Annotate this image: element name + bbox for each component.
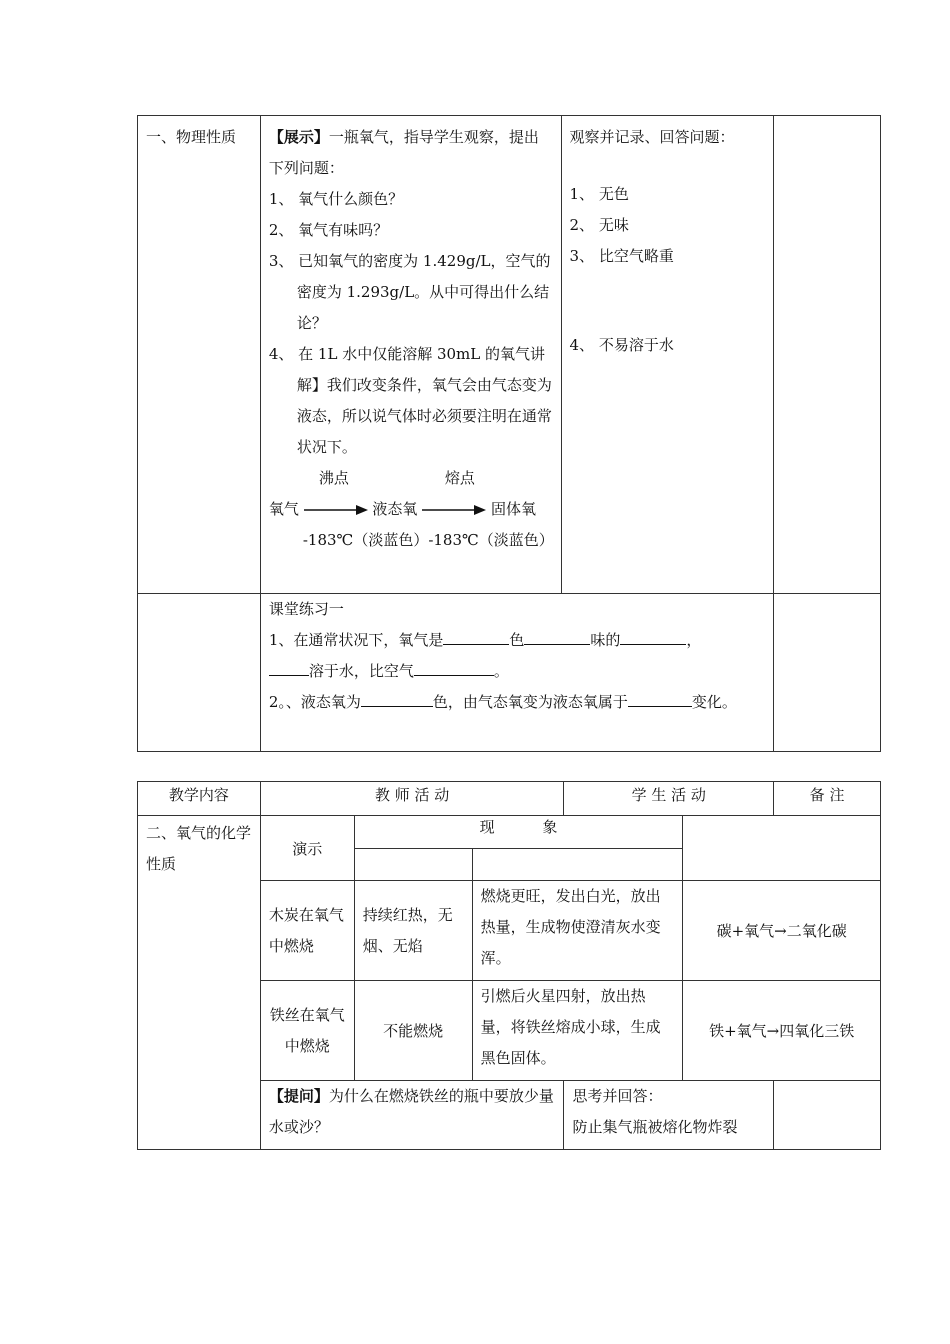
- exercise-1-line-2: 溶于水，比空气 。: [269, 656, 765, 687]
- equation-header-cell: [683, 816, 881, 881]
- question-3: 3、 已知氧气的密度为 1.429g/L，空气的密度为 1.293g/L。从中可得出什么结论？: [268, 252, 551, 332]
- phenomenon-sub-2: [472, 849, 683, 881]
- student-intro: 观察并记录、回答问题：: [569, 128, 735, 146]
- arrow-right-icon: [422, 504, 486, 516]
- blank-field[interactable]: [524, 626, 590, 645]
- phase-change-diagram: [269, 494, 553, 525]
- section1-student-cell: [561, 116, 774, 594]
- temperature-notes: -183℃（淡蓝色）-183℃（淡蓝色）: [302, 531, 554, 549]
- section2-label-cell: [138, 816, 261, 1150]
- header-teacher: 教 师 活 动: [260, 782, 564, 816]
- question-cell: 【提问】为什么在燃烧铁丝的瓶中要放少量水或沙？: [260, 1081, 564, 1150]
- section1-label: 一、物理性质: [146, 128, 237, 146]
- question-4: 4、 在 1L 水中仅能溶解 30mL 的氧气讲解】我们改变条件，氧气会由气态变为液态，所以说气体时必须要注明在通常状况下。: [268, 345, 552, 456]
- exercise-2: 2。、液态氧为 色，由气态氧变为液态氧属于 变化。: [269, 687, 765, 718]
- detail-iron: 引燃后火星四射，放出热量，将铁丝熔成小球，生成黑色固体。: [472, 981, 683, 1081]
- demo-header: 演示: [260, 816, 354, 881]
- physical-properties-table: [137, 115, 881, 752]
- phenomenon-header: 现 象: [354, 816, 683, 849]
- section2-label: 二、氧气的化学性质: [146, 824, 252, 873]
- section1-notes-cell: [774, 116, 881, 594]
- exercise-cell: [260, 594, 773, 752]
- boiling-label: 沸点: [318, 469, 349, 487]
- brief-iron: 不能燃烧: [354, 981, 472, 1081]
- header-content: 教学内容: [138, 782, 261, 816]
- section1-label-cell: [138, 116, 261, 594]
- answer-3: 3、 比空气略重: [569, 247, 674, 265]
- teacher-intro: 【展示】一瓶氧气，指导学生观察，提出下列问题：: [268, 128, 539, 177]
- answer-cell: 思考并回答： 防止集气瓶被熔化物炸裂: [564, 1081, 774, 1150]
- section1-teacher-cell: [260, 116, 561, 594]
- blank-field[interactable]: [414, 657, 494, 676]
- exercise-notes-cell: [774, 594, 881, 752]
- phenomenon-sub-1: [354, 849, 472, 881]
- answer-2: 2、 无味: [569, 216, 629, 234]
- phase-labels: [269, 463, 553, 494]
- oxygen-gas-label: 氧气: [268, 500, 299, 518]
- equation-iron: 铁+氧气→四氧化三铁: [683, 981, 881, 1081]
- blank-field[interactable]: [269, 657, 309, 676]
- solid-oxygen-label: 固体氧: [491, 500, 537, 518]
- answer-1: 1、 无色: [569, 185, 629, 203]
- brief-carbon: 持续红热，无烟、无焰: [354, 881, 472, 981]
- detail-carbon: 燃烧更旺，发出白光，放出热量，生成物使澄清灰水变浑。: [472, 881, 683, 981]
- question-1: 1、 氧气什么颜色？: [268, 190, 404, 208]
- question-notes-cell: [774, 1081, 881, 1150]
- blank-field[interactable]: [361, 688, 433, 707]
- header-notes: 备 注: [774, 782, 881, 816]
- equation-carbon: 碳+氧气→二氧化碳: [683, 881, 881, 981]
- liquid-oxygen-label: 液态氧: [372, 500, 418, 518]
- blank-field[interactable]: [443, 626, 509, 645]
- question-2: 2、 氧气有味吗？: [268, 221, 389, 239]
- demo-carbon: 木炭在氧气中燃烧: [260, 881, 354, 981]
- demo-iron: 铁丝在氧气中燃烧: [260, 981, 354, 1081]
- melting-label: 熔点: [444, 469, 475, 487]
- exercise-1-line-1: 1、在通常状况下，氧气是 色 味的 ，: [269, 625, 765, 656]
- exercise-label-cell: [138, 594, 261, 752]
- arrow-right-icon: [304, 504, 368, 516]
- blank-field[interactable]: [628, 688, 692, 707]
- exercise-title: 课堂练习一: [268, 600, 344, 618]
- answer-4: 4、 不易溶于水: [569, 336, 674, 354]
- blank-field[interactable]: [620, 626, 686, 645]
- header-student: 学 生 活 动: [564, 782, 774, 816]
- chemical-properties-table: [137, 781, 881, 1150]
